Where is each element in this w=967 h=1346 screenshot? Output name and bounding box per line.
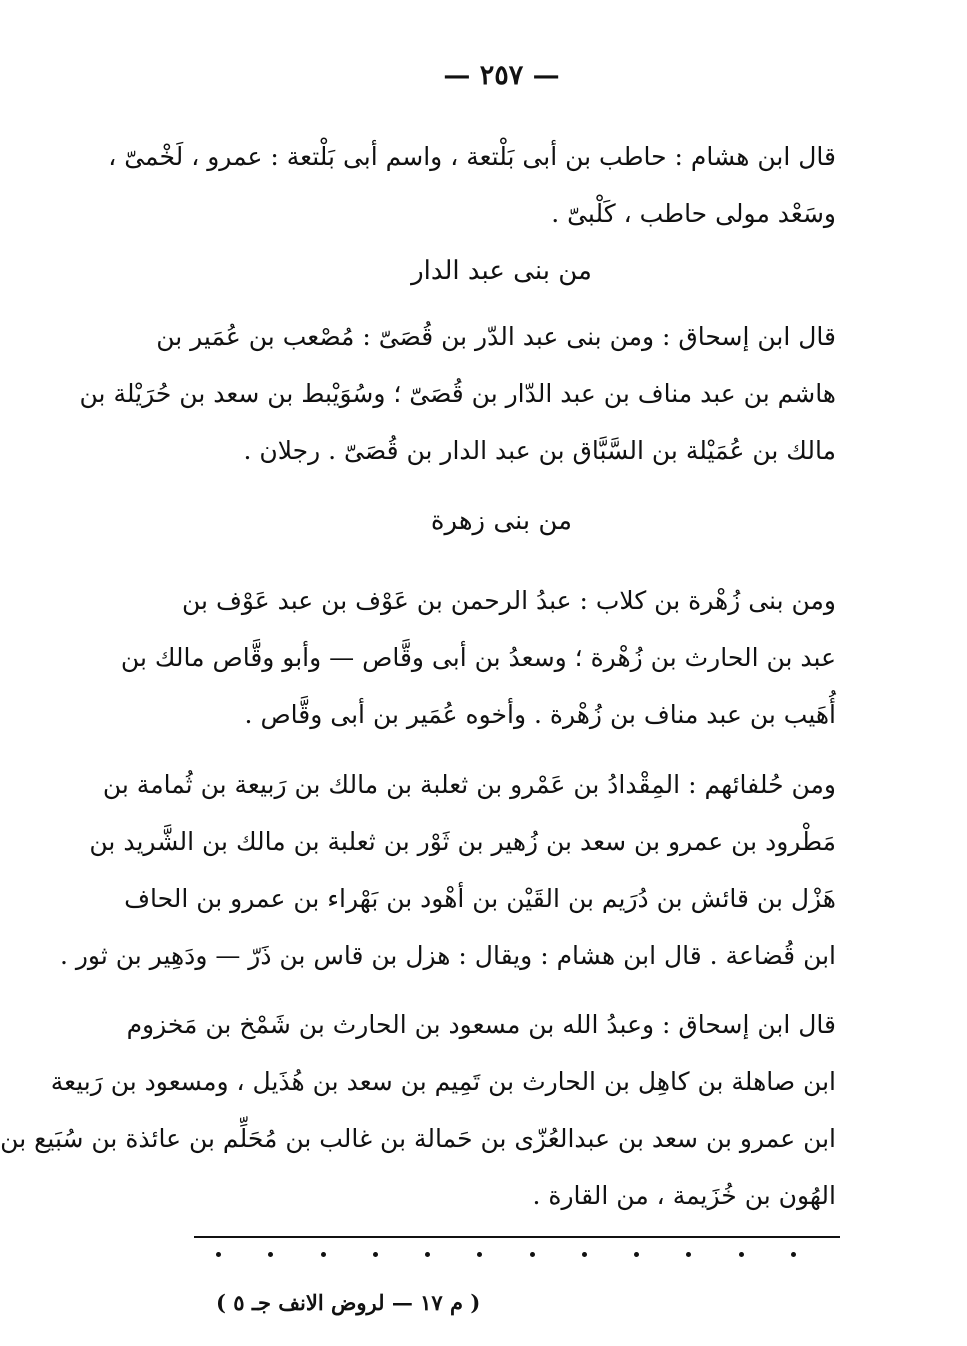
text-line: مالك بن عُمَيْلة بن السَّبَّاق بن عبد الدار بن قُصَىّ . رجلان . [243, 436, 836, 465]
paragraph-ibn-masud [0, 996, 836, 1224]
text-line: قال ابن إسحاق : ومن بنى عبد الدّر بن قُصَىّ : مُصْعب بن عُمَير بن [156, 322, 836, 351]
footer-rule [194, 1236, 840, 1238]
text-line: مَطْرود بن عمرو بن سعد بن زُهير بن ثَوْر بن ثعلبة بن مالك بن الشَّريد بن [89, 827, 836, 856]
text-line: ومن بنى زُهْرة بن كلاب : عبدُ الرحمن بن عَوْف بن عبد عَوْف بن [182, 586, 836, 615]
paragraph-zuhra [120, 572, 836, 743]
dot [686, 1252, 691, 1257]
paragraph-hatib [108, 128, 836, 242]
text-line: قال ابن إسحاق : وعبدُ الله بن مسعود بن الحارث بن شَمْخ بن مَخزوم [126, 1010, 836, 1039]
page-number: — ٢٥٧ — [443, 60, 560, 91]
dot-leader [216, 1252, 796, 1257]
dot [582, 1252, 587, 1257]
text-line: ابن قُضاعة . قال ابن هشام : ويقال : هزل بن قاس بن ذَرّ — ودَهِير بن ثور . [59, 941, 836, 970]
section-heading-abd-al-dar: من بنى عبد الدار [411, 256, 592, 286]
text-line: ابن صاهلة بن كاهِل بن الحارث بن تَمِيم بن سعد بن هُذَيل ، ومسعود بن رَبيعة [50, 1067, 836, 1096]
dot [268, 1252, 273, 1257]
text-line: أُهَيب بن عبد مناف بن زُهْرة . وأخوه عُمَير بن أبى وقَّاص . [244, 700, 836, 729]
text-line: الهُون بن خُزَيمة ، من القارة . [532, 1181, 836, 1210]
dot [791, 1252, 796, 1257]
dot [216, 1252, 221, 1257]
text-line: قال ابن هشام : حاطب بن أبى بَلْتعة ، واسم أبى بَلْتعة : عمرو ، لَخْمىّ ، [108, 142, 836, 171]
text-line: ومن حُلفائهم : المِقْدادُ بن عَمْرو بن ثعلبة بن مالك بن رَبيعة بن ثُمامة بن [102, 770, 836, 799]
text-line: ابن عمرو بن سعد بن عبدالعُزّى بن حَمالة بن غالب بن مُحَلِّم بن عائذة بن سُبَيع بن [0, 1124, 836, 1153]
text-line: عبد بن الحارث بن زُهْرة ؛ وسعدُ بن أبى وقَّاص — وأبو وقَّاص مالك بن [120, 643, 836, 672]
text-line: وسَعْد مولى حاطب ، كَلْبىّ . [551, 199, 836, 228]
dot [373, 1252, 378, 1257]
dot [530, 1252, 535, 1257]
dot [477, 1252, 482, 1257]
text-line: هاشم بن عبد مناف بن عبد الدّار بن قُصَىّ ؛ وسُوَيْبط بن سعد بن حُرَيْلة بن [79, 379, 836, 408]
text-line: هَزْل بن قائش بن دُرَيم بن القَيْن بن أهْود بن بَهْراء بن عمرو بن الحاف [124, 884, 836, 913]
dot [425, 1252, 430, 1257]
footer-reference: ( م ١٧ — لروض الانف جـ ٥ ) [216, 1290, 481, 1315]
dot [739, 1252, 744, 1257]
section-heading-zuhra: من بنى زهرة [430, 506, 573, 536]
paragraph-abd-al-dar [79, 308, 836, 479]
paragraph-allies [59, 756, 836, 984]
dot [321, 1252, 326, 1257]
dot [634, 1252, 639, 1257]
